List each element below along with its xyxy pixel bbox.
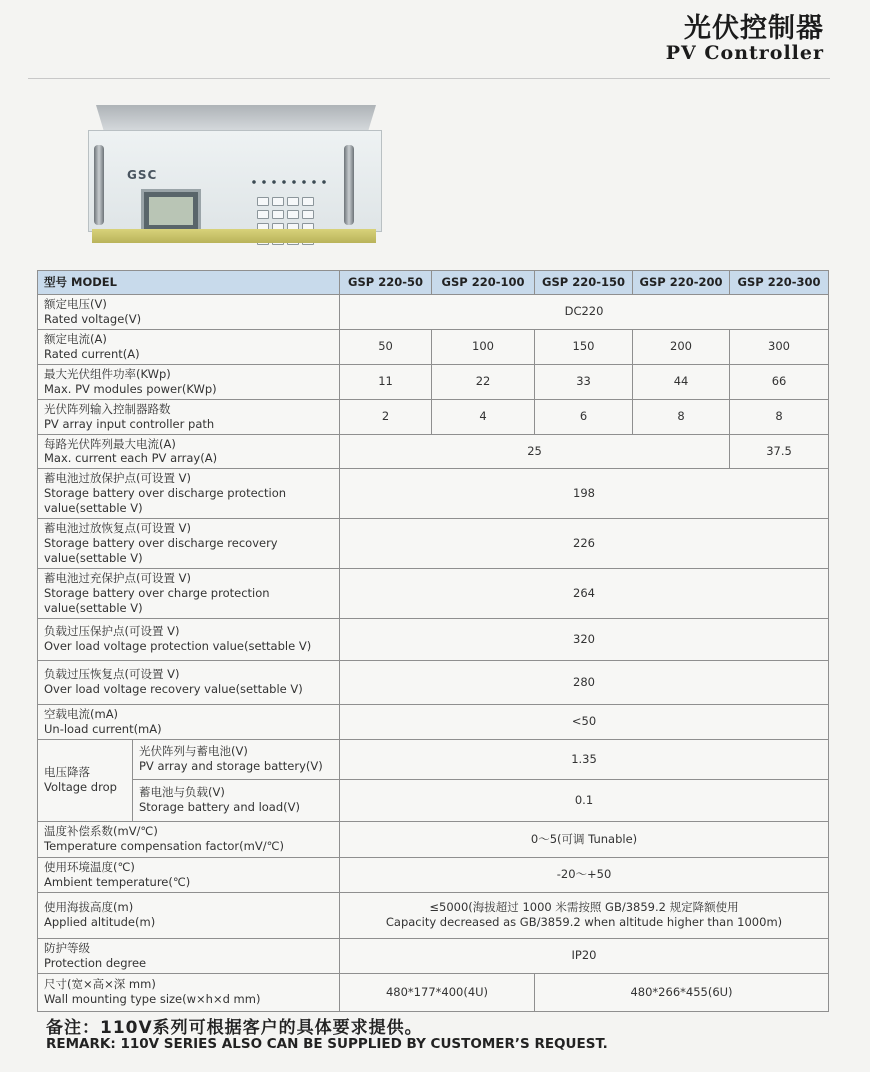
cell-value: 6 [535,399,633,434]
table-row [38,739,829,779]
device-handle-left [94,145,104,225]
table-row [38,857,829,892]
model-col-2: GSP 220-100 [432,271,535,295]
cell-value: 50 [340,329,432,364]
row-label: 尺寸(宽×高×深 mm) Wall mounting type size(w×h×d mm) [38,973,340,1011]
table-row [38,704,829,739]
table-row [38,329,829,364]
table-row [38,660,829,704]
cell-value: 480*266*455(6U) [535,973,829,1011]
device-logo: GSC [127,168,158,182]
row-label: 使用环境温度(℃) Ambient temperature(℃) [38,857,340,892]
cell-value: 0.1 [340,779,829,821]
model-col-5: GSP 220-300 [730,271,829,295]
device-front-panel [88,130,382,232]
table-row [38,295,829,330]
device-top-panel [96,105,376,133]
header-divider [28,78,830,79]
cell-value: 44 [633,364,730,399]
product-image [88,105,380,245]
row-label: 最大光伏组件功率(KWp) Max. PV modules power(KWp) [38,364,340,399]
cell-value: 1.35 [340,739,829,779]
sub-row-label: 蓄电池与负载(V) Storage battery and load(V) [133,779,340,821]
device-base [92,229,376,243]
row-label: 电压降落 Voltage drop [38,739,133,821]
model-col-4: GSP 220-200 [633,271,730,295]
sub-row-label: 光伏阵列与蓄电池(V) PV array and storage battery(V) [133,739,340,779]
table-row [38,973,829,1011]
cell-value: 226 [340,519,829,569]
cell-value: 22 [432,364,535,399]
row-label: 温度补偿系数(mV/℃) Temperature compensation factor(mV/℃) [38,821,340,857]
cell-value: 33 [535,364,633,399]
cell-value: <50 [340,704,829,739]
cell-value: 25 [340,434,730,469]
table-header-row [38,271,829,295]
row-label: 负载过压保护点(可设置 V) Over load voltage protection value(settable V) [38,618,340,660]
page-title-en: PV Controller [665,42,824,64]
row-label: 使用海拔高度(m) Applied altitude(m) [38,892,340,938]
device-handle-right [344,145,354,225]
cell-value: ≤5000(海拔超过 1000 米需按照 GB/3859.2 规定降额使用 Capacity decreased as GB/3859.2 when altitude higher than 1000m) [340,892,829,938]
remark-en: REMARK: 110V SERIES ALSO CAN BE SUPPLIED BY CUSTOMER’S REQUEST. [46,1036,608,1052]
row-label: 蓄电池过放恢复点(可设置 V) Storage battery over discharge recovery value(settable V) [38,519,340,569]
row-label: 蓄电池过放保护点(可设置 V) Storage battery over discharge protection value(settable V) [38,469,340,519]
cell-value: 4 [432,399,535,434]
table-row [38,892,829,938]
row-label: 额定电压(V) Rated voltage(V) [38,295,340,330]
cell-value: 66 [730,364,829,399]
cell-value: 2 [340,399,432,434]
cell-value: 198 [340,469,829,519]
model-header: 型号 MODEL [38,271,340,295]
cell-value: -20～+50 [340,857,829,892]
cell-value: 11 [340,364,432,399]
model-col-3: GSP 220-150 [535,271,633,295]
cell-value: 8 [633,399,730,434]
cell-value: DC220 [340,295,829,330]
cell-value: 480*177*400(4U) [340,973,535,1011]
table-row [38,618,829,660]
table-row [38,938,829,973]
table-row [38,469,829,519]
cell-value: 264 [340,569,829,619]
cell-value: 300 [730,329,829,364]
row-label: 防护等级 Protection degree [38,938,340,973]
cell-value: 8 [730,399,829,434]
row-label: 蓄电池过充保护点(可设置 V) Storage battery over charge protection value(settable V) [38,569,340,619]
remark-zh: 备注：110V系列可根据客户的具体要求提供。 [46,1018,423,1038]
cell-value: 280 [340,660,829,704]
cell-value: 320 [340,618,829,660]
table-row [38,434,829,469]
cell-value: 100 [432,329,535,364]
table-row [38,519,829,569]
model-col-1: GSP 220-50 [340,271,432,295]
table-row [38,779,829,821]
device-lcd-screen [141,189,201,233]
table-row [38,364,829,399]
cell-value: IP20 [340,938,829,973]
cell-value: 200 [633,329,730,364]
page-title-zh: 光伏控制器 [684,13,824,44]
cell-value: 37.5 [730,434,829,469]
row-label: 空载电流(mA) Un-load current(mA) [38,704,340,739]
cell-value: 0～5(可调 Tunable) [340,821,829,857]
row-label: 光伏阵列输入控制器路数 PV array input controller path [38,399,340,434]
row-label: 负载过压恢复点(可设置 V) Over load voltage recovery value(settable V) [38,660,340,704]
row-label: 每路光伏阵列最大电流(A) Max. current each PV array(A) [38,434,340,469]
spec-table [37,270,829,1012]
device-indicator-leds [249,179,329,185]
table-row [38,821,829,857]
row-label: 额定电流(A) Rated current(A) [38,329,340,364]
table-row [38,399,829,434]
table-row [38,569,829,619]
cell-value: 150 [535,329,633,364]
